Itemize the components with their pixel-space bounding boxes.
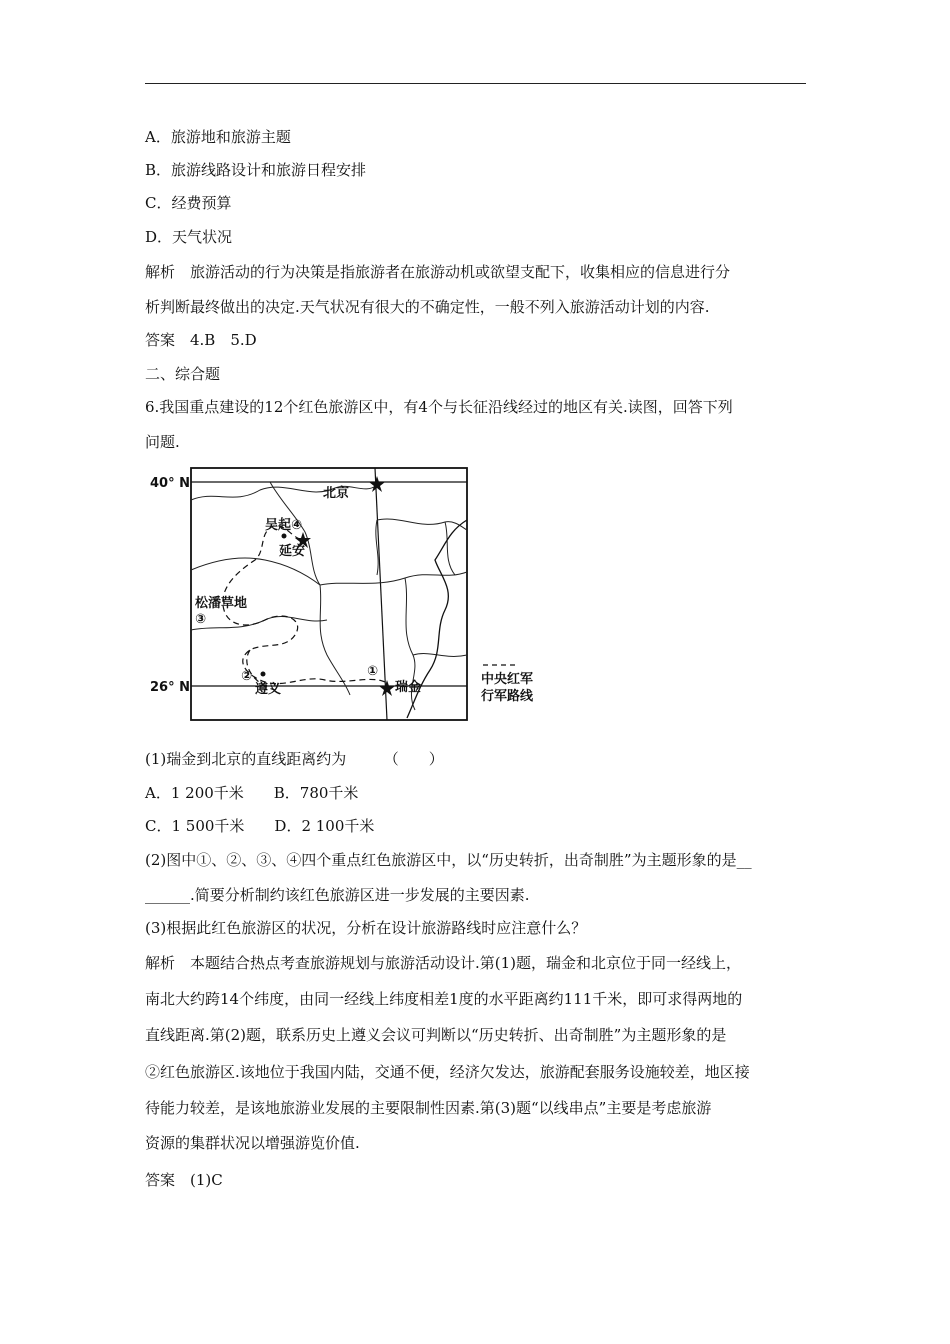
sub-question-1-cd: C．1 500千米 D．2 100千米 — [145, 817, 375, 835]
q6-analysis-4: ②红色旅游区.该地位于我国内陆，交通不便，经济欠发达，旅游配套服务设施较差，地区接 — [145, 1063, 750, 1081]
option-a: A．旅游地和旅游主题 — [145, 128, 291, 146]
label-26n: 26° N — [150, 680, 190, 695]
sub-question-1-ab: A．1 200千米 B．780千米 — [145, 784, 359, 802]
legend-label-1: 中央红军 — [481, 672, 534, 687]
q6-analysis-2: 南北大约跨14个纬度，由同一经线上纬度相差1度的水平距离约111千米，即可求得两地的 — [145, 990, 743, 1008]
q6-analysis-6: 资源的集群状况以增强游览价值. — [145, 1134, 360, 1152]
meridian-line — [375, 468, 387, 720]
label-songpan: 松潘草地 — [195, 596, 248, 611]
option-b: B．旅游线路设计和旅游日程安排 — [145, 161, 367, 179]
label-zone2: ② — [241, 669, 253, 684]
sub-question-2-line-2: ______.简要分析制约该红色旅游区进一步发展的主要因素. — [145, 886, 530, 904]
label-zone1: ① — [367, 664, 379, 679]
section-title: 二、综合题 — [145, 365, 221, 383]
beijing-star-icon — [369, 476, 385, 492]
label-zunyi: 遵义 — [255, 682, 282, 697]
sub-question-3: (3)根据此红色旅游区的状况，分析在设计旅游路线时应注意什么？ — [145, 919, 587, 937]
analysis-line-2: 析判断最终做出的决定.天气状况有很大的不确定性，一般不列入旅游活动计划的内容. — [145, 298, 710, 316]
q6-analysis-3: 直线距离.第(2)题，联系历史上遵义会议可判断以“历史转折、出奇制胜”为主题形象的是 — [145, 1026, 727, 1044]
label-zone3: ③ — [195, 612, 207, 627]
answer-45: 答案 4.B 5.D — [145, 331, 257, 349]
label-ruijin: 瑞金 — [395, 680, 422, 695]
q6-analysis-5: 待能力较差，是该地旅游业发展的主要限制性因素.第(3)题“以线串点”主要是考虑旅游 — [145, 1099, 712, 1117]
label-wuqi: 吴起④ — [265, 518, 303, 533]
q6-stem-2: 问题. — [145, 433, 180, 451]
long-march-map — [145, 460, 545, 725]
q6-stem-1: 6.我国重点建设的12个红色旅游区中，有4个与长征沿线经过的地区有关.读图，回答下列 — [145, 398, 733, 416]
q6-analysis-1: 解析 本题结合热点考查旅游规划与旅游活动设计.第(1)题，瑞金和北京位于同一经线上， — [145, 954, 742, 972]
sub-question-1: (1)瑞金到北京的直线距离约为 （ ） — [145, 750, 444, 768]
option-c: C．经费预算 — [145, 194, 232, 212]
q6-answer: 答案 (1)C — [145, 1171, 223, 1189]
header-rule — [145, 83, 806, 84]
label-yanan: 延安 — [279, 544, 306, 559]
label-beijing: 北京 — [323, 486, 350, 501]
ruijin-star-icon — [379, 680, 395, 696]
option-d: D．天气状况 — [145, 228, 233, 246]
zunyi-dot-icon — [261, 672, 266, 677]
label-40n: 40° N — [150, 476, 190, 491]
map-frame — [191, 468, 467, 720]
wuqi-dot-icon — [282, 534, 287, 539]
sub-question-2-line-1: (2)图中①、②、③、④四个重点红色旅游区中，以“历史转折，出奇制胜”为主题形象的是__ — [145, 851, 752, 869]
analysis-line-1: 解析 旅游活动的行为决策是指旅游者在旅游动机或欲望支配下，收集相应的信息进行分 — [145, 263, 731, 281]
legend-label-2: 行军路线 — [481, 689, 534, 704]
